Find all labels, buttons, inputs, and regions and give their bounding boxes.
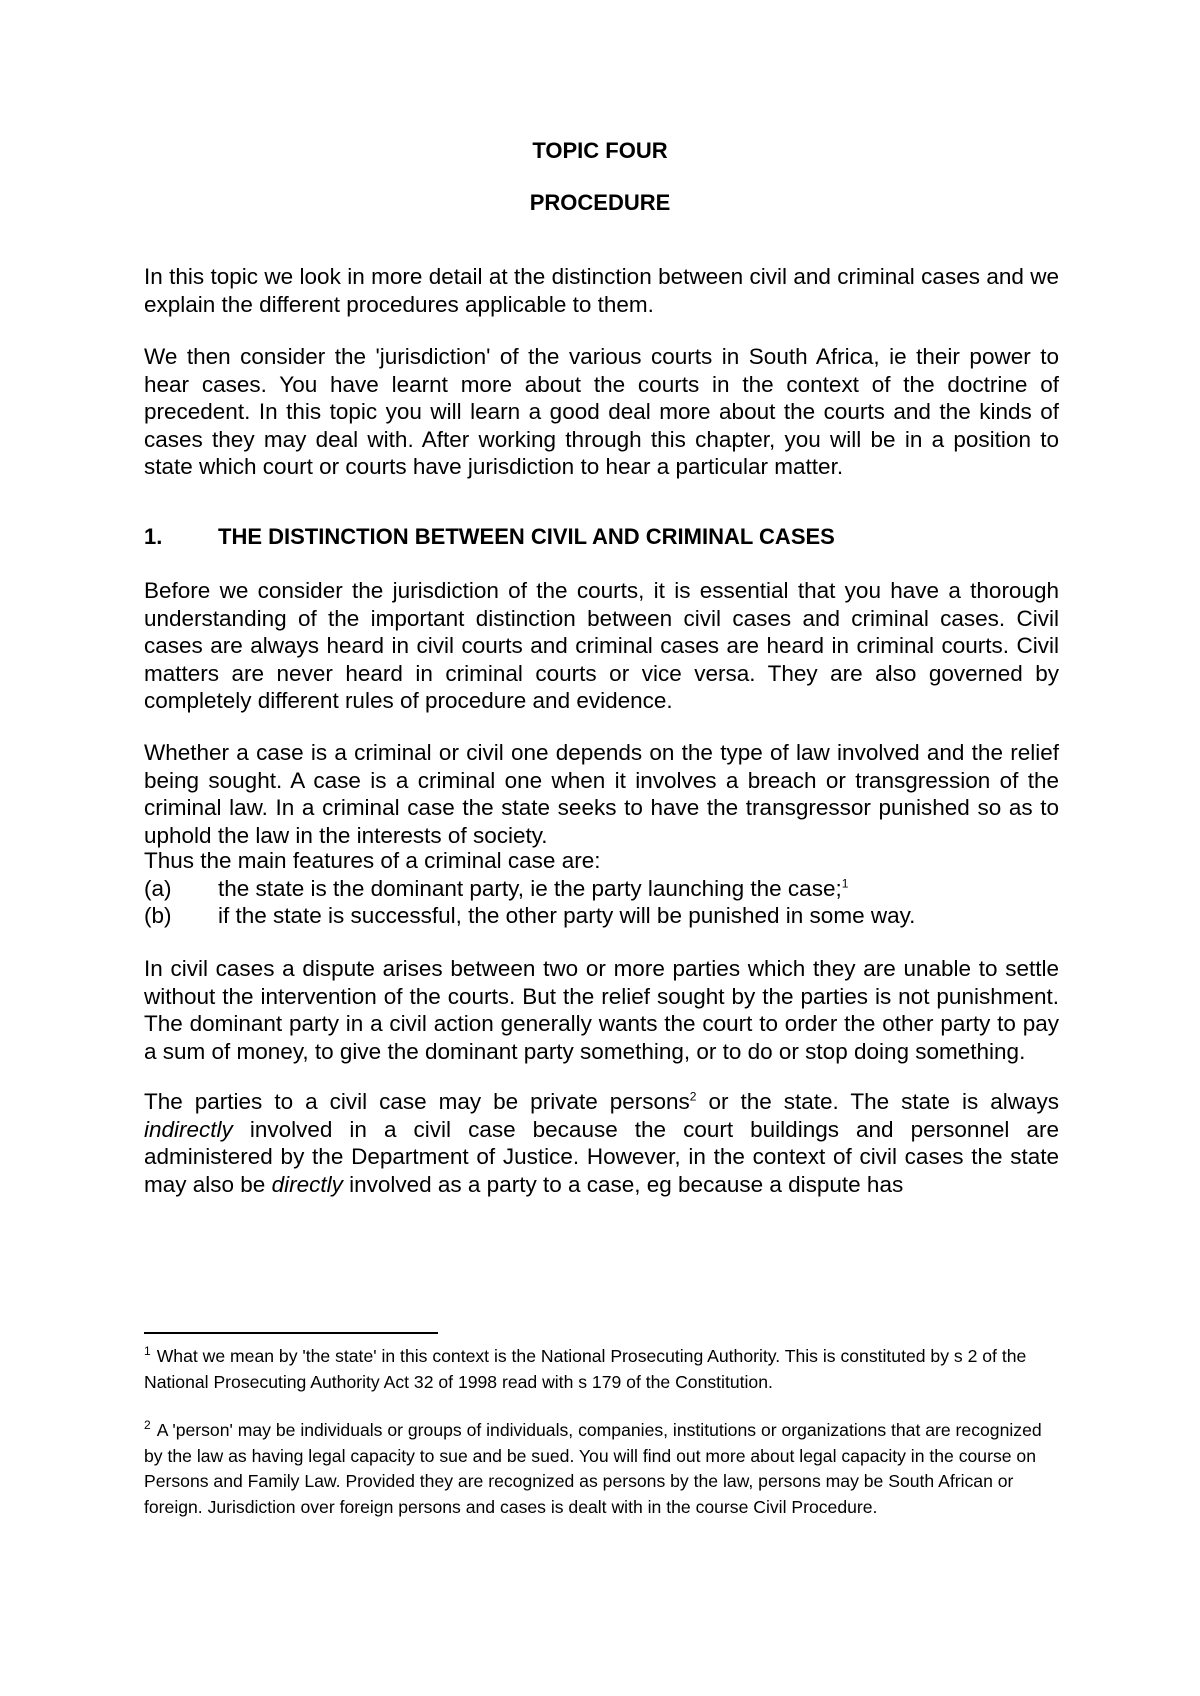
emphasis-indirectly: indirectly — [144, 1116, 233, 1142]
p4-part-b: or the state. The state is always — [696, 1089, 1059, 1114]
footnote-text: What we mean by 'the state' in this context is the National Prosecuting Authority. This is constituted by s 2 of the National Prosecuting Authority Act 32 of 1998 read with s 179 of the Constitution. — [144, 1346, 1027, 1392]
intro-paragraph-2: We then consider the 'jurisdiction' of the various courts in South Africa, ie their power to hear cases. You have learnt more about the courts in the context of the doctrine of precedent. In this topic you will learn a good deal more about the courts and the kinds of cases they may deal with. After working through this chapter, you will be in a position to state which court or courts have jurisdiction to hear a particular matter. — [144, 344, 1059, 479]
footnote-ref: 1 — [841, 876, 849, 890]
p4-part-d: involved as a party to a case, eg because a dispute has — [342, 1171, 904, 1197]
footnote-2 — [144, 1418, 1059, 1520]
footnote-1 — [144, 1344, 1059, 1395]
footnote-ref: 2 — [689, 1089, 697, 1104]
list-item-text: the state is the dominant party, ie the party launching the case; — [218, 875, 842, 901]
section-paragraph-2: Whether a case is a criminal or civil one depends on the type of law involved and the relief being sought. A case is a criminal one when it involves a breach or transgression of the criminal law. In a criminal case the state seeks to have the transgressor punished so as to uphold the law in the interests of society. — [144, 740, 1059, 848]
footnote-mark: 2 — [144, 1418, 151, 1433]
section-number: 1. — [144, 524, 163, 549]
section-paragraph-1: Before we consider the jurisdiction of the courts, it is essential that you have a thorough understanding of the important distinction between civil cases and criminal cases. Civil cases are always heard in civil courts and criminal cases are heard in criminal courts. Civil matters are never heard in criminal courts or vice versa. They are also governed by completely different rules of procedure and evidence. — [144, 578, 1059, 713]
section-title: THE DISTINCTION BETWEEN CIVIL AND CRIMINAL CASES — [218, 524, 835, 549]
section-paragraph-3: In civil cases a dispute arises between two or more parties which they are unable to settle without the intervention of the courts. But the relief sought by the parties is not punishment. The dominant party in a civil action generally wants the court to order the other party to pay a sum of money, to give the dominant party something, or to do or stop doing something. — [144, 956, 1059, 1064]
topic-title: TOPIC FOUR — [532, 138, 668, 163]
list-marker: (b) — [144, 903, 172, 928]
emphasis-directly: directly — [271, 1171, 343, 1197]
footnote-separator — [144, 1332, 438, 1334]
footnote-text: A 'person' may be individuals or groups of individuals, companies, institutions or organizations that are recognized by the law as having legal capacity to sue and be sued. You will find out more about legal capacity in the course on Persons and Family Law. Provided they are recognized as persons by the law, persons may be South African or foreign. Jurisdiction over foreign persons and cases is dealt with in the course Civil Procedure. — [144, 1420, 1042, 1517]
list-item — [144, 875, 1059, 903]
section-paragraph-4 — [144, 1088, 1059, 1198]
topic-subtitle: PROCEDURE — [529, 190, 671, 215]
list-intro: Thus the main features of a criminal case are: — [144, 848, 601, 873]
footnote-mark: 1 — [144, 1344, 151, 1359]
section-heading — [144, 524, 1059, 550]
p4-part-a: The parties to a civil case may be private persons — [144, 1089, 690, 1114]
list-item — [144, 902, 1059, 930]
list-item-text: if the state is successful, the other party will be punished in some way. — [218, 903, 916, 928]
p4-part-c: involved in a civil case because the court buildings and personnel are administered by the Department of Justice. However, in the context of civil cases the state may also be — [144, 1116, 1059, 1197]
list-marker: (a) — [144, 875, 172, 901]
intro-paragraph-1: In this topic we look in more detail at the distinction between civil and criminal cases and we explain the different procedures applicable to them. — [144, 264, 1059, 317]
criminal-features-block — [144, 847, 1059, 930]
